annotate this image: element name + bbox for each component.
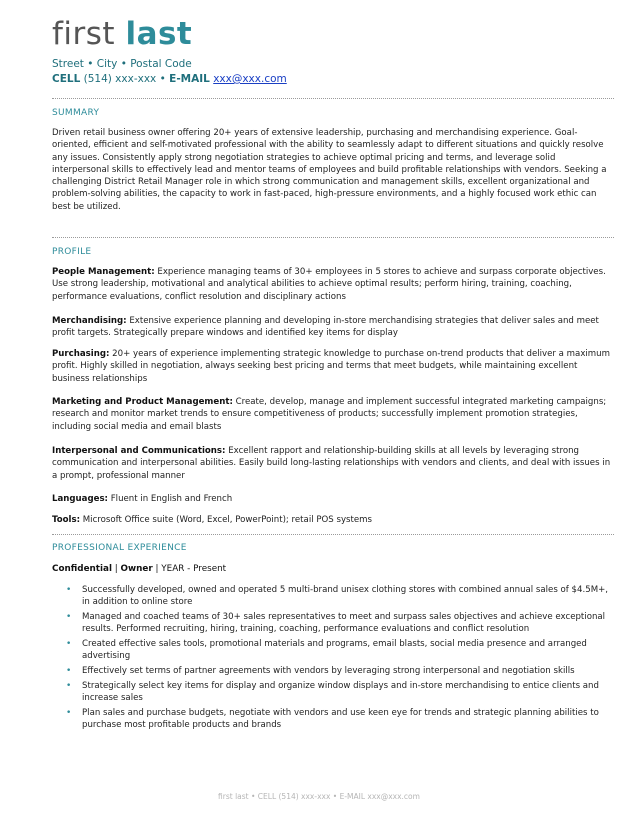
bullet-icon: •	[66, 638, 72, 649]
profile-item-label: People Management:	[52, 267, 155, 277]
address-line: Street • City • Postal Code	[52, 58, 192, 70]
candidate-name	[52, 14, 192, 54]
profile-item-text: Create, develop, manage and implement successful integrated marketing campaigns; research and monitor market trends to ensure competitiveness of products; successfully implement promotion strategies, including social media and email blasts	[52, 397, 607, 432]
job-separator: |	[114, 564, 118, 574]
experience-bullet-text: Managed and coached teams of 30+ sales representatives to meet and surpass sales objectives and achieve exceptional results. Performed recruiting, hiring, training, coaching, performance evaluations and conflict resolution	[82, 611, 606, 635]
bullet-icon: •	[66, 611, 72, 622]
divider	[52, 237, 614, 238]
profile-item-purchasing	[52, 348, 614, 385]
profile-item-languages	[52, 493, 614, 505]
page-footer: first last • CELL (514) xxx-xxx • E-MAIL xxx@xxx.com	[218, 792, 420, 801]
profile-item-label: Languages:	[52, 494, 108, 504]
profile-item-merchandising	[52, 315, 614, 340]
experience-bullet	[66, 665, 611, 677]
profile-item-text: 20+ years of experience implementing strategic knowledge to purchase on-trend products that deliver a maximum profit. Highly skilled in negotiation, always seeking best pricing and terms that meet budgets, while maintaining excellent business relationships	[52, 349, 610, 384]
experience-bullet	[66, 611, 611, 636]
profile-item-text: Microsoft Office suite (Word, Excel, PowerPoint); retail POS systems	[82, 515, 373, 525]
profile-item-interpersonal	[52, 445, 614, 482]
contact-separator: •	[159, 73, 166, 85]
experience-bullet	[66, 584, 611, 609]
profile-item-label: Marketing and Product Management:	[52, 397, 233, 407]
last-name: last	[125, 16, 193, 52]
profile-item-text: Extensive experience planning and developing in-store merchandising strategies that deliver sales and meet profit targets. Strategically prepare windows and identified key items for display	[52, 316, 599, 339]
divider	[52, 534, 614, 535]
job-separator: |	[155, 564, 159, 574]
cell-label: CELL	[52, 73, 81, 85]
experience-bullet	[66, 707, 611, 732]
first-name: first	[52, 16, 116, 52]
email-label: E-MAIL	[169, 73, 210, 85]
profile-heading: PROFILE	[52, 247, 92, 257]
experience-bullet-text: Strategically select key items for display and organize window displays and in-store merchandising to entice clients and increase sales	[82, 680, 599, 703]
job-dates: YEAR - Present	[161, 564, 227, 574]
experience-heading: PROFESSIONAL EXPERIENCE	[52, 543, 187, 553]
experience-bullet-text: Created effective sales tools, promotional materials and programs, email blasts, social media presence and arranged advertising	[82, 638, 587, 662]
profile-item-text: Excellent rapport and relationship-building skills at all levels by leveraging strong communication and interpersonal abilities. Easily build long-lasting relationships with vendors and clients, and deal with issues in a prompt, professional manner	[52, 446, 611, 481]
bullet-icon: •	[66, 680, 72, 691]
cell-value: (514) xxx-xxx	[83, 73, 157, 85]
experience-bullet-list	[66, 584, 611, 734]
profile-item-tools	[52, 514, 614, 526]
contact-line	[52, 73, 287, 85]
profile-item-marketing	[52, 396, 614, 433]
summary-heading: SUMMARY	[52, 108, 100, 118]
profile-item-label: Tools:	[52, 515, 81, 525]
experience-bullet	[66, 680, 611, 705]
bullet-icon: •	[66, 665, 72, 676]
bullet-icon: •	[66, 707, 72, 718]
profile-item-label: Interpersonal and Communications:	[52, 446, 226, 456]
job-role: Owner	[120, 564, 153, 574]
experience-bullet-text: Successfully developed, owned and operated 5 multi-brand unisex clothing stores with combined annual sales of $4.5M+, in addition to online store	[82, 585, 609, 608]
email-link[interactable]: xxx@xxx.com	[213, 73, 287, 85]
experience-bullet-text: Effectively set terms of partner agreements with vendors by leveraging strong interpersonal and negotiation skills	[82, 665, 575, 676]
job-company: Confidential	[52, 564, 112, 574]
experience-bullet	[66, 638, 611, 663]
divider	[52, 98, 614, 99]
job-header	[52, 564, 226, 574]
profile-item-label: Purchasing:	[52, 349, 110, 359]
profile-item-people-management	[52, 266, 614, 303]
profile-item-text: Experience managing teams of 30+ employees in 5 stores to achieve and surpass corporate objectives. Use strong leadership, motivational and analytical abilities to achieve optimal results; perform hiring, training, coaching, performance evaluations, conflict resolution and disciplinary actions	[52, 267, 606, 302]
bullet-icon: •	[66, 585, 72, 595]
experience-bullet-text: Plan sales and purchase budgets, negotiate with vendors and use keen eye for trends and strategic planning abilities to purchase most profitable products and brands	[82, 707, 599, 730]
summary-text: Driven retail business owner offering 20+ years of extensive leadership, purchasing and merchandising experience. Goal-oriented, efficient and self-motivated professional with the ability to seamlessly adapt to different situations and quickly resolve any issues. Consistently apply strong negotiation strategies to achieve optimal pricing and terms, and leverage solid interpersonal skills to effectively lead and mentor teams of employees and build profitable relationships with vendors. Seeking a challenging District Retail Manager role in which strong communication and management skills, excellent organizational and problem-solving abilities, the capacity to work in fast-paced, high-pressure environments, and a highly focused work ethic can best be utilized.	[52, 128, 607, 212]
profile-item-text: Fluent in English and French	[110, 494, 233, 504]
profile-item-label: Merchandising:	[52, 316, 127, 326]
